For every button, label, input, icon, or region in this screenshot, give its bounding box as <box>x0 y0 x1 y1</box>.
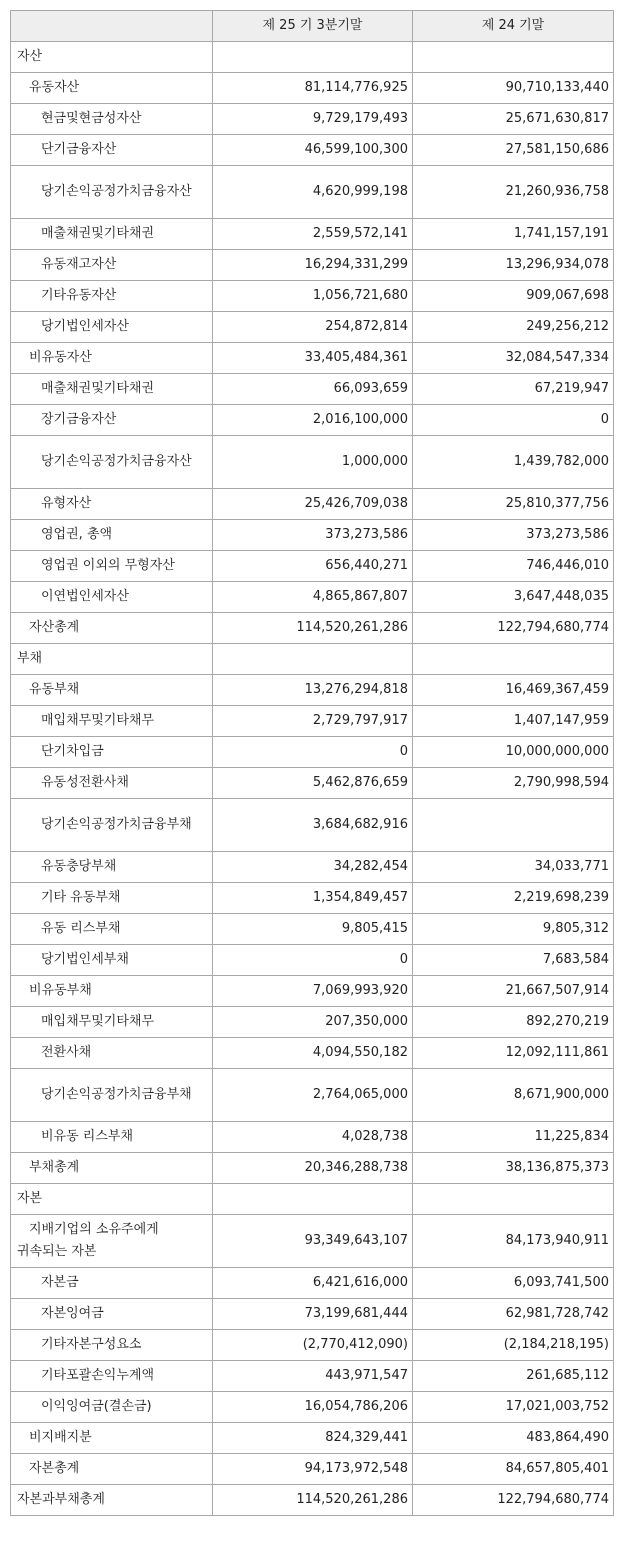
table-row <box>11 914 614 945</box>
value-prior: 6,093,741,500 <box>413 1268 614 1299</box>
value-prior: (2,184,218,195) <box>413 1330 614 1361</box>
row-label: 매출채권및기타채권 <box>11 374 213 405</box>
value-prior <box>413 1184 614 1215</box>
value-prior: 16,469,367,459 <box>413 675 614 706</box>
row-label: 유동자산 <box>11 73 213 104</box>
value-prior <box>413 42 614 73</box>
table-row <box>11 104 614 135</box>
table-row <box>11 644 614 675</box>
value-current: 2,559,572,141 <box>213 219 413 250</box>
value-current: 824,329,441 <box>213 1423 413 1454</box>
table-row <box>11 520 614 551</box>
value-prior: 34,033,771 <box>413 852 614 883</box>
value-current: 207,350,000 <box>213 1007 413 1038</box>
value-current: 2,764,065,000 <box>213 1069 413 1122</box>
value-prior: 62,981,728,742 <box>413 1299 614 1330</box>
value-prior: 12,092,111,861 <box>413 1038 614 1069</box>
table-row <box>11 1330 614 1361</box>
value-prior: 21,667,507,914 <box>413 976 614 1007</box>
value-prior: 122,794,680,774 <box>413 1485 614 1516</box>
value-prior: 1,439,782,000 <box>413 436 614 489</box>
value-prior: 1,741,157,191 <box>413 219 614 250</box>
value-current: 9,729,179,493 <box>213 104 413 135</box>
row-label: 비유동부채 <box>11 976 213 1007</box>
value-current <box>213 1184 413 1215</box>
row-label: 비유동 리스부채 <box>11 1122 213 1153</box>
table-row <box>11 42 614 73</box>
row-label: 기타자본구성요소 <box>11 1330 213 1361</box>
table-row <box>11 852 614 883</box>
value-prior: 8,671,900,000 <box>413 1069 614 1122</box>
value-prior: 1,407,147,959 <box>413 706 614 737</box>
row-label: 당기법인세부채 <box>11 945 213 976</box>
table-row <box>11 343 614 374</box>
row-label: 당기손익공정가치금융부채 <box>11 799 213 852</box>
value-prior: 84,173,940,911 <box>413 1215 614 1268</box>
value-prior: 746,446,010 <box>413 551 614 582</box>
value-current: 2,016,100,000 <box>213 405 413 436</box>
table-row <box>11 799 614 852</box>
table-row <box>11 489 614 520</box>
row-label: 영업권, 총액 <box>11 520 213 551</box>
row-label: 자산총계 <box>11 613 213 644</box>
header-label-cell <box>11 11 213 42</box>
value-current: (2,770,412,090) <box>213 1330 413 1361</box>
table-row <box>11 1038 614 1069</box>
value-prior: 10,000,000,000 <box>413 737 614 768</box>
table-row <box>11 582 614 613</box>
row-label: 현금및현금성자산 <box>11 104 213 135</box>
table-row <box>11 551 614 582</box>
value-current: 4,028,738 <box>213 1122 413 1153</box>
value-current: 73,199,681,444 <box>213 1299 413 1330</box>
value-current: 66,093,659 <box>213 374 413 405</box>
value-current: 81,114,776,925 <box>213 73 413 104</box>
value-prior: 38,136,875,373 <box>413 1153 614 1184</box>
value-current: 7,069,993,920 <box>213 976 413 1007</box>
row-label: 유동부채 <box>11 675 213 706</box>
row-label: 비지배지분 <box>11 1423 213 1454</box>
table-row <box>11 1454 614 1485</box>
table-row <box>11 281 614 312</box>
value-prior: 9,805,312 <box>413 914 614 945</box>
value-current: 5,462,876,659 <box>213 768 413 799</box>
row-label: 매입채무및기타채무 <box>11 706 213 737</box>
value-prior: 90,710,133,440 <box>413 73 614 104</box>
value-prior: 2,790,998,594 <box>413 768 614 799</box>
table-row <box>11 945 614 976</box>
row-label: 단기금융자산 <box>11 135 213 166</box>
value-current: 16,294,331,299 <box>213 250 413 281</box>
table-row <box>11 768 614 799</box>
row-label: 부채 <box>11 644 213 675</box>
value-current: 93,349,643,107 <box>213 1215 413 1268</box>
value-current: 16,054,786,206 <box>213 1392 413 1423</box>
value-prior: 483,864,490 <box>413 1423 614 1454</box>
row-label: 기타 유동부채 <box>11 883 213 914</box>
value-prior: 67,219,947 <box>413 374 614 405</box>
row-label: 지배기업의 소유주에게 귀속되는 자본 <box>11 1215 213 1268</box>
row-label: 당기법인세자산 <box>11 312 213 343</box>
table-row <box>11 675 614 706</box>
balance-sheet-table <box>10 10 614 1516</box>
value-prior: 13,296,934,078 <box>413 250 614 281</box>
value-current: 4,620,999,198 <box>213 166 413 219</box>
value-prior: 2,219,698,239 <box>413 883 614 914</box>
table-row <box>11 1485 614 1516</box>
value-current <box>213 42 413 73</box>
table-row <box>11 73 614 104</box>
table-row <box>11 1069 614 1122</box>
value-current <box>213 644 413 675</box>
value-current: 254,872,814 <box>213 312 413 343</box>
row-label: 자산 <box>11 42 213 73</box>
value-prior: 909,067,698 <box>413 281 614 312</box>
table-row <box>11 219 614 250</box>
value-current: 25,426,709,038 <box>213 489 413 520</box>
value-prior: 892,270,219 <box>413 1007 614 1038</box>
row-label: 자본 <box>11 1184 213 1215</box>
table-row <box>11 1184 614 1215</box>
row-label: 장기금융자산 <box>11 405 213 436</box>
value-current: 94,173,972,548 <box>213 1454 413 1485</box>
table-row <box>11 1423 614 1454</box>
row-label: 자본잉여금 <box>11 1299 213 1330</box>
value-current: 33,405,484,361 <box>213 343 413 374</box>
value-current: 4,094,550,182 <box>213 1038 413 1069</box>
header-period-prior: 제 24 기말 <box>413 11 614 42</box>
row-label: 이익잉여금(결손금) <box>11 1392 213 1423</box>
row-label: 유동성전환사채 <box>11 768 213 799</box>
table-row <box>11 1299 614 1330</box>
row-label: 비유동자산 <box>11 343 213 374</box>
table-row <box>11 976 614 1007</box>
value-current: 34,282,454 <box>213 852 413 883</box>
row-label: 자본총계 <box>11 1454 213 1485</box>
value-current: 2,729,797,917 <box>213 706 413 737</box>
value-current: 656,440,271 <box>213 551 413 582</box>
table-row <box>11 374 614 405</box>
value-prior: 0 <box>413 405 614 436</box>
value-current: 0 <box>213 945 413 976</box>
value-current: 0 <box>213 737 413 768</box>
row-label: 이연법인세자산 <box>11 582 213 613</box>
row-label: 당기손익공정가치금융자산 <box>11 166 213 219</box>
row-label: 당기손익공정가치금융부채 <box>11 1069 213 1122</box>
table-row <box>11 737 614 768</box>
row-label: 유동 리스부채 <box>11 914 213 945</box>
table-row <box>11 1392 614 1423</box>
value-prior: 3,647,448,035 <box>413 582 614 613</box>
table-row <box>11 1361 614 1392</box>
row-label: 유형자산 <box>11 489 213 520</box>
table-row <box>11 883 614 914</box>
value-current: 443,971,547 <box>213 1361 413 1392</box>
row-label: 기타유동자산 <box>11 281 213 312</box>
table-row <box>11 135 614 166</box>
value-prior: 261,685,112 <box>413 1361 614 1392</box>
table-row <box>11 250 614 281</box>
value-current: 373,273,586 <box>213 520 413 551</box>
value-current: 13,276,294,818 <box>213 675 413 706</box>
table-row <box>11 1268 614 1299</box>
table-row <box>11 1122 614 1153</box>
value-prior: 84,657,805,401 <box>413 1454 614 1485</box>
value-prior <box>413 799 614 852</box>
table-row <box>11 706 614 737</box>
value-current: 1,056,721,680 <box>213 281 413 312</box>
value-current: 6,421,616,000 <box>213 1268 413 1299</box>
table-row <box>11 1007 614 1038</box>
value-current: 9,805,415 <box>213 914 413 945</box>
table-row <box>11 312 614 343</box>
table-row <box>11 405 614 436</box>
table-row <box>11 1153 614 1184</box>
row-label: 전환사채 <box>11 1038 213 1069</box>
row-label: 매입채무및기타채무 <box>11 1007 213 1038</box>
value-prior: 27,581,150,686 <box>413 135 614 166</box>
table-row <box>11 1215 614 1268</box>
header-row <box>11 11 614 42</box>
value-prior: 7,683,584 <box>413 945 614 976</box>
row-label: 유동충당부채 <box>11 852 213 883</box>
row-label: 매출채권및기타채권 <box>11 219 213 250</box>
row-label: 유동재고자산 <box>11 250 213 281</box>
value-prior: 122,794,680,774 <box>413 613 614 644</box>
row-label: 영업권 이외의 무형자산 <box>11 551 213 582</box>
value-prior: 21,260,936,758 <box>413 166 614 219</box>
value-current: 1,000,000 <box>213 436 413 489</box>
row-label: 부채총계 <box>11 1153 213 1184</box>
value-prior: 25,810,377,756 <box>413 489 614 520</box>
value-prior: 25,671,630,817 <box>413 104 614 135</box>
header-period-current: 제 25 기 3분기말 <box>213 11 413 42</box>
value-prior: 249,256,212 <box>413 312 614 343</box>
value-current: 114,520,261,286 <box>213 613 413 644</box>
value-current: 4,865,867,807 <box>213 582 413 613</box>
value-prior <box>413 644 614 675</box>
value-prior: 11,225,834 <box>413 1122 614 1153</box>
table-row <box>11 613 614 644</box>
table-row <box>11 166 614 219</box>
value-current: 20,346,288,738 <box>213 1153 413 1184</box>
row-label: 자본금 <box>11 1268 213 1299</box>
value-current: 46,599,100,300 <box>213 135 413 166</box>
row-label: 단기차입금 <box>11 737 213 768</box>
row-label: 당기손익공정가치금융자산 <box>11 436 213 489</box>
value-prior: 32,084,547,334 <box>413 343 614 374</box>
row-label: 자본과부채총계 <box>11 1485 213 1516</box>
value-prior: 373,273,586 <box>413 520 614 551</box>
value-prior: 17,021,003,752 <box>413 1392 614 1423</box>
value-current: 3,684,682,916 <box>213 799 413 852</box>
value-current: 114,520,261,286 <box>213 1485 413 1516</box>
value-current: 1,354,849,457 <box>213 883 413 914</box>
table-row <box>11 436 614 489</box>
row-label: 기타포괄손익누계액 <box>11 1361 213 1392</box>
